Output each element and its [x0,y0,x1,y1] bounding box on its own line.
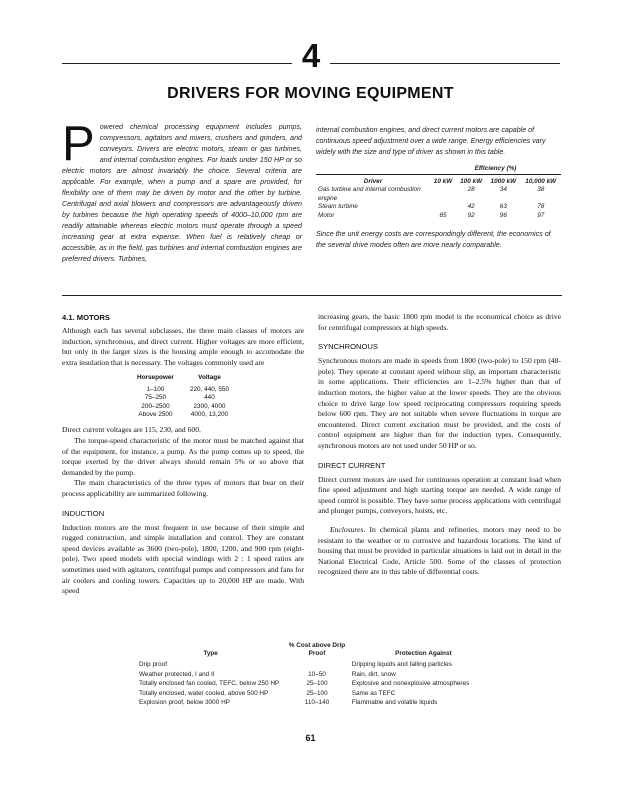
value-cell: 28 [467,186,475,194]
efficiency-group-header: Efficiency (%) [474,165,517,172]
type-cell: Totally enclosed fan cooled, TEFC, below 250 HP [139,680,280,688]
protection-cell: Dripping liquids and falling particles [351,661,452,668]
table-cell: 1–100 [146,385,165,393]
chapter-rule-left [62,63,292,64]
table-cell: 4000, 13,200 [190,411,229,418]
cost-cell: 10–50 [308,670,326,678]
cost-cell [284,661,349,671]
intro-left-text: owered chemical processing equipment includes pumps, compressors, agitators and mixers, crushers and grinders, and conveyors. Drivers are electric motors, steam or gas turbines, and internal combustion engines. For loads under 150 HP or so electric motors are almost invariably the choice. Several criteria are applicable. For example, when a pump and a spare are provided, for flexibility one of them may be driven by motor and the other by turbine. Centrifugal and axial blowers and compressors are advantageously driven by turbines because the high operating speeds of 4000–10,000 rpm are readily attainable whereas electric motors must operate through a speed increasing gear at extra expense. When fuel is relatively cheap or accessible, as in the field, gas turbines and internal combustion engines are preferred drivers. Turbines, [62,123,302,263]
section-heading: 4.1. MOTORS [62,313,110,322]
table-row [129,411,237,419]
col-header: 1000 kW [490,177,517,185]
paragraph: Although each has several subclasses, the three main classes of motors are induction, synchronous, and direct current. Higher voltages are more efficient, but only in the larger sizes is the housing ample enough to accomodate the extra insulation that is necessary. The voltages commonly used are [62,326,304,367]
col-header: Horsepower [136,374,174,382]
type-cell: Drip proof [139,661,168,668]
intro-right [316,125,561,251]
section-heading: SYNCHRONOUS [318,342,378,352]
table-row [137,690,497,700]
value-cell: 42 [467,203,475,211]
table-row [129,383,237,394]
table-cell: Above 2500 [138,411,173,418]
paragraph: Direct current voltages are 115, 230, and 600. [62,425,201,435]
table-row [129,394,237,402]
table-cell: 220, 440, 550 [189,385,230,393]
value-cell: 96 [499,211,507,219]
driver-cell: Steam turbine [318,203,358,211]
protection-cell: Flammable and volatile liquids [351,699,438,707]
table-row [316,186,561,203]
col-header: Protection Against [395,650,452,657]
enclosures-title: Enclosures. [330,524,366,534]
table-row [137,699,497,709]
paragraph: increasing gears, the basic 1800 rpm model is the economical choice as drive for centrifugal compressors at high speeds. [318,312,561,332]
left-column [62,312,304,597]
col-header: Voltage [198,374,221,382]
type-cell: Weather protected, I and II [139,670,215,678]
table-cell: 2300, 4000 [193,402,226,410]
section-heading: INDUCTION [62,508,105,518]
type-cell: Explosion proof, below 3000 HP [139,699,230,707]
cost-cell: 110–140 [304,699,330,707]
cost-cell: 25–100 [306,689,328,697]
protection-table [137,642,497,709]
paragraph: Induction motors are the most frequent in use because of their simple and rugged construction, and simple installation and control. They are constant speed devices available as 3600 (two-pole), 1800, 1200, and 900 rpm (eight-pole). Two speed models with special windings with 2 : 1 speed ratios are sometimes used with agitators, centrifugal pumps and compressors and fans for air coolers and cooling towers. Capacities up to 20,000 HP are made. With speed [62,522,304,596]
table-row [137,671,497,681]
cost-cell: 25–100 [306,680,328,688]
table-cell: 75–250 [144,394,167,402]
protection-cell: Same as TEFC [351,689,396,697]
voltage-table [129,374,237,419]
intro-right-text: internal combustion engines, and direct current motors are capable of continuous speed adjustment over a wide range. Energy efficiencies vary widely with the size and type of driver as shown in this table. [316,126,546,156]
value-cell: 38 [537,186,545,194]
col-header: Type [203,650,218,657]
value-cell: 85 [439,211,447,219]
driver-cell: Motor [318,211,335,219]
right-column [318,312,561,578]
value-cell [430,186,456,203]
paragraph: Synchronous motors are made in speeds from 1800 (two-pole) to 150 rpm (48-pole). They operate at constant speed without slip, an important characteristic in some applications. Their efficiencies are 1–2.5% higher than that of induction motors, the higher value at the lower speeds. They are the obvious choice to drive large low speed reciprocating compressors requiring speeds below 600 rpm. They are not suitable when severe fluctuations in torque are encountered. Direct current excitation must be provided, and the costs of control equipment are higher than for the induction types. Consequently, synchronous motors are not used under 50 HP or so. [318,356,561,450]
protection-cell: Rain, dirt, snow [351,670,396,678]
section-heading: DIRECT CURRENT [318,460,386,470]
section-separator [62,295,562,296]
enclosures-text: In chemical plants and refineries, motors may need to be resistant to the weather or to corrosive and hazardous locations. The kind of housing that must be provided in particular situations is laid out in detail in the National Electrical Code, Article 500. Some of the classes of protection recognized there are in this table of differential costs. [318,524,561,577]
dropcap: P [62,117,95,171]
table-row [137,661,497,671]
efficiency-table [316,165,561,221]
driver-header: Driver [363,177,383,185]
col-header: 10,000 kW [525,177,557,185]
table-row [137,680,497,690]
type-cell: Totally enclosed, water cooled, above 500 HP [139,689,269,697]
table-cell: 200–2500 [141,402,170,410]
col-header: 10 kW [433,177,453,185]
page-number: 61 [305,733,316,743]
driver-cell: Gas turbine and internal combustion engine [318,186,421,202]
value-cell: 97 [537,211,545,219]
col-header: 100 kW [460,177,483,185]
paragraph [318,525,561,578]
table-cell: 440 [204,394,215,402]
paragraph: The main characteristics of the three types of motors that bear on their process applicability are summarized following. [62,478,304,498]
table-row [129,403,237,411]
value-cell [430,203,456,212]
table-row [316,203,561,212]
col-header: % Cost above Drip Proof [288,642,346,657]
protection-cell: Explosive and nonexplosive atmospheres [351,680,470,688]
chapter-rule-right [330,63,560,64]
value-cell: 92 [467,211,475,219]
table-row [316,212,561,221]
paragraph: Direct current motors are used for continuous operation at constant load when fine speed adjustment and high starting torque are needed. A wide range of speed control is possible. They have some process applications with centrifugal and plunger pumps, conveyors, hoists, etc. [318,474,561,516]
chapter-title: DRIVERS FOR MOVING EQUIPMENT [167,85,454,102]
intro-after-table: Since the unit energy costs are correspondingly different, the economics of the several drive modes often are more nearly comparable. [316,229,551,249]
intro-left [62,117,302,265]
value-cell: 63 [499,203,507,211]
chapter-number: 4 [301,37,321,74]
value-cell: 78 [537,203,545,211]
paragraph: The torque-speed characteristic of the motor must be matched against that of the equipment, for instance, a pump. As the pump comes up to speed, the torque exerted by the driver always should remain 5% or so above that demanded by the pump. [62,436,304,477]
value-cell: 34 [499,186,507,194]
